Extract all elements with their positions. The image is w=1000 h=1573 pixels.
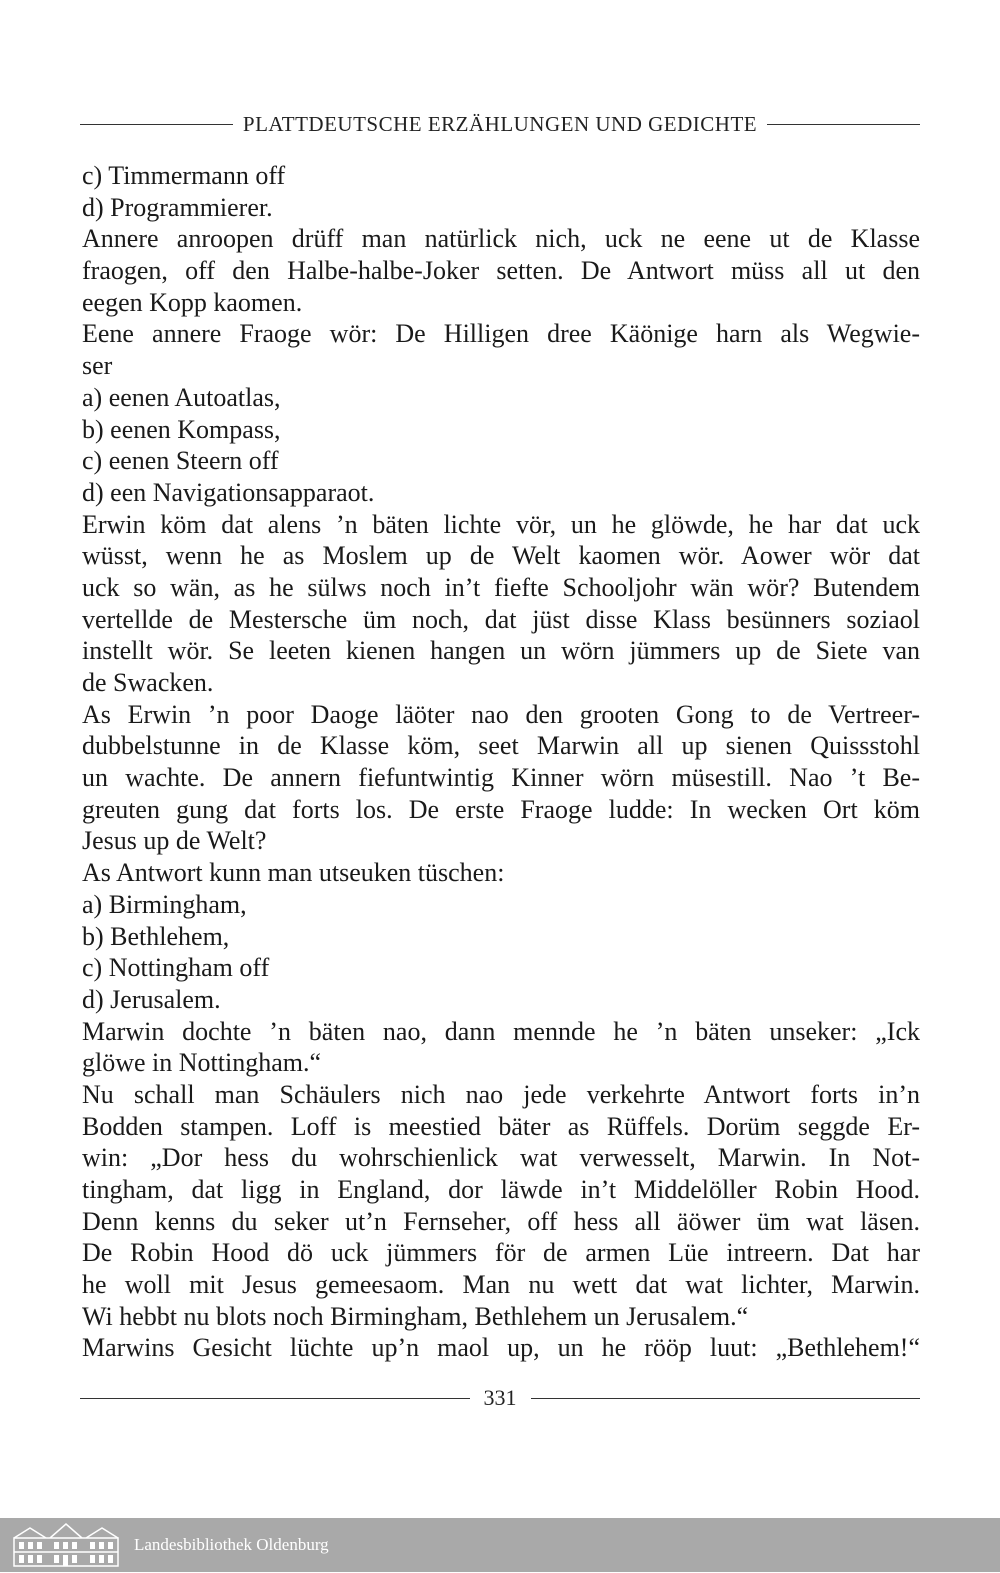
- text-line: Eene annere Fraoge wör: De Hilligen dree Käönige harn als Wegwie-: [82, 319, 920, 349]
- text-line: c) Timmermann off: [82, 161, 286, 190]
- text-line: c) eenen Steern off: [82, 446, 279, 476]
- running-header-title: PLATTDEUTSCHE ERZÄHLUNGEN UND GEDICHTE: [242, 111, 758, 136]
- text-line: instellt wör. Se leeten kienen hangen un wörn jümmers up de Siete van: [82, 636, 920, 666]
- library-building-logo-svg: [10, 1522, 122, 1568]
- text-line: Annere anroopen drüff man natürlick nich, uck ne eene ut de Klasse: [82, 224, 920, 254]
- header-rule-right: [767, 124, 920, 125]
- header-rule-left: [80, 124, 233, 125]
- text-line: Marwins Gesicht lüchte up’n maol up, un he rööp luut: „Bethlehem!“: [82, 1333, 920, 1363]
- text-line: Nu schall man Schäulers nich nao jede verkehrte Antwort forts in’n: [82, 1079, 920, 1109]
- text-line: eegen Kopp kaomen.: [82, 287, 303, 317]
- text-line: un wachte. De annern fiefuntwintig Kinner wörn müsestill. Nao ’t Be-: [82, 763, 920, 793]
- text-line: As Erwin ’n poor Daoge läöter nao den grooten Gong to de Vertreer-: [82, 699, 920, 729]
- text-line: Bodden stampen. Loff is meestied bäter as Rüffels. Dorüm seggde Er-: [82, 1111, 920, 1141]
- text-line: uck so wän, as he sülws noch in’t fiefte Schooljohr wän wör? Butendem: [82, 572, 920, 602]
- text-line: vertellde de Mestersche üm noch, dat jüst disse Klass besünners soziaol: [82, 604, 920, 634]
- text-line: d) Programmierer.: [82, 192, 273, 222]
- text-line: Wi hebbt nu blots noch Birmingham, Bethlehem un Jerusalem.“: [82, 1301, 749, 1331]
- text-line: Marwin dochte ’n bäten nao, dann mennde he ’n bäten unseker: „Ick: [82, 1016, 920, 1046]
- text-line: Erwin köm dat alens ’n bäten lichte vör, un he glöwde, he har dat uck: [82, 509, 920, 539]
- text-line: he woll mit Jesus gemeesaom. Man nu wett dat wat lichter, Marwin.: [82, 1270, 920, 1300]
- text-line: d) Jerusalem.: [82, 984, 221, 1014]
- text-line: b) eenen Kompass,: [82, 414, 281, 444]
- text-line: glöwe in Nottingham.“: [82, 1048, 322, 1078]
- text-line: b) Bethlehem,: [82, 921, 230, 951]
- page-number: 331: [483, 1385, 517, 1410]
- text-line: tingham, dat ligg in England, dor läwde in’t Middelöller Robin Hood.: [82, 1175, 920, 1204]
- page-footer: [80, 1384, 920, 1412]
- text-line: dubbelstunne in de Klasse köm, seet Marwin all up sienen Quissstohl: [82, 731, 920, 761]
- text-line: de Swacken.: [82, 668, 214, 697]
- library-name: Landesbibliothek Oldenburg: [134, 1535, 329, 1554]
- text-line: a) Birmingham,: [82, 889, 247, 919]
- text-line: c) Nottingham off: [82, 953, 270, 983]
- text-line: Jesus up de Welt?: [82, 826, 267, 856]
- text-line: As Antwort kunn man utseuken tüschen:: [82, 858, 505, 888]
- text-line: d) een Navigationsapparaot.: [82, 477, 375, 507]
- text-line: fraogen, off den Halbe-halbe-Joker setten. De Antwort müss all ut den: [82, 256, 920, 286]
- text-line: a) eenen Autoatlas,: [82, 382, 281, 412]
- text-line: greuten gung dat forts los. De erste Fraoge ludde: In wecken Ort köm: [82, 794, 920, 824]
- text-line: win: „Dor hess du wohrschienlick wat verwesselt, Marwin. In Not-: [82, 1143, 920, 1173]
- text-line: wüsst, wenn he as Moslem up de Welt kaomen wör. Aower wör dat: [82, 541, 920, 571]
- footer-rule-right: [531, 1398, 921, 1399]
- library-banner: [0, 1518, 1000, 1572]
- text-line: ser: [82, 351, 113, 381]
- library-building-logo-icon: [10, 1522, 122, 1568]
- body-text: [82, 160, 920, 1364]
- text-line: Denn kenns du seker ut’n Fernseher, off hess all äöwer üm wat läsen.: [82, 1206, 920, 1236]
- footer-rule-left: [80, 1398, 470, 1399]
- text-line: De Robin Hood dö uck jümmers för de armen Lüe intreern. Dat har: [82, 1238, 920, 1268]
- running-header: [80, 110, 920, 138]
